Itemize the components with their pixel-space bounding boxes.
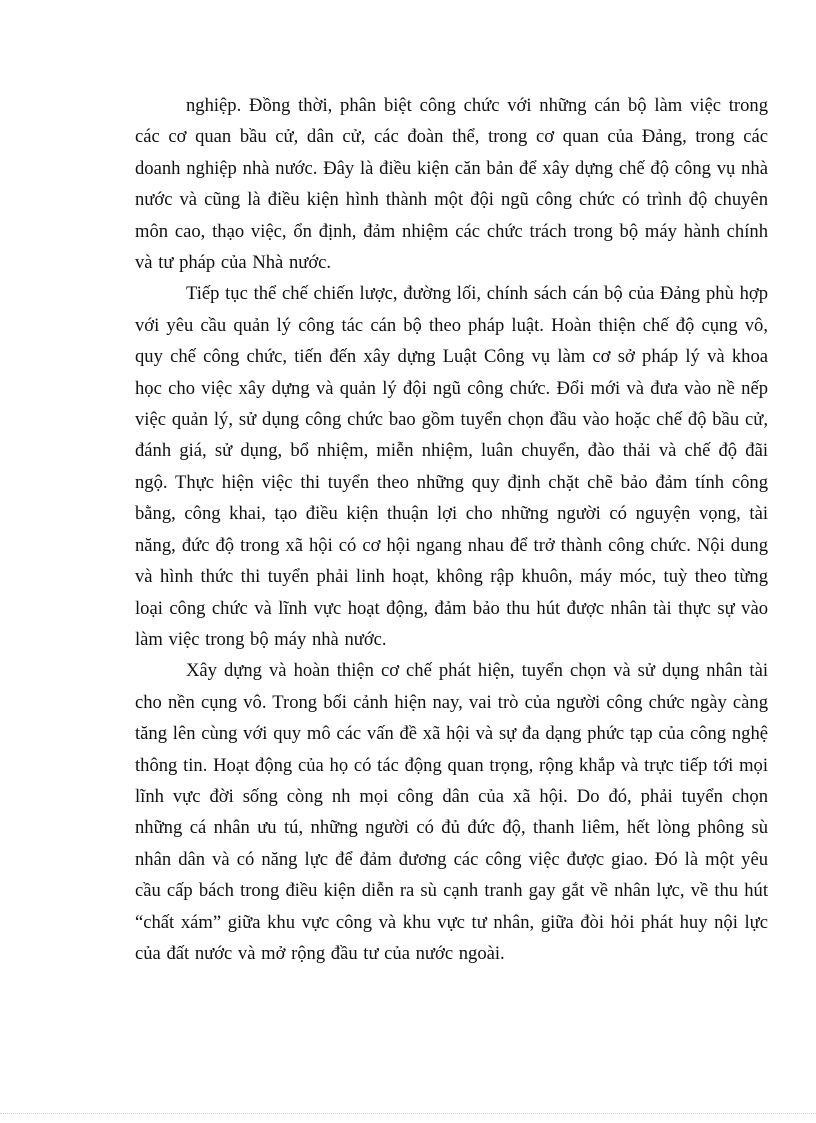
document-body [135, 90, 768, 969]
paragraph-2: Tiếp tục thể chế chiến lược, đường lối, chính sách cán bộ của Đảng phù hợp với yêu cầu quản lý công tác cán bộ theo pháp luật. Hoàn thiện chế độ cụng vô, quy chế công chức, tiến đến xây dựng Luật Công vụ làm cơ sở pháp lý và khoa học cho việc xây dựng và quản lý đội ngũ công chức. Đổi mới và đưa vào nề nếp việc quản lý, sử dụng công chức bao gồm tuyển chọn đầu vào hoặc chế độ bầu cử, đánh giá, sử dụng, bổ nhiệm, miễn nhiệm, luân chuyển, đào thải và chế độ đãi ngộ. Thực hiện việc thi tuyển theo những quy định chặt chẽ bảo đảm tính công bằng, công khai, tạo điều kiện thuận lợi cho những người có nguyện vọng, tài năng, đức độ trong xã hội có cơ hội ngang nhau để trở thành công chức. Nội dung và hình thức thi tuyển phải linh hoạt, không rập khuôn, máy móc, tuỳ theo từng loại công chức và lĩnh vực hoạt động, đảm bảo thu hút được nhân tài thực sự vào làm việc trong bộ máy nhà nước. [135, 283, 768, 650]
paragraph-3: Xây dựng và hoàn thiện cơ chế phát hiện, tuyển chọn và sử dụng nhân tài cho nền cụng vô. Trong bối cảnh hiện nay, vai trò của người công chức ngày càng tăng lên cùng với quy mô các vấn đề xã hội và sự đa dạng phức tạp của công nghệ thông tin. Hoạt động của họ có tác động quan trọng, rộng khắp và trực tiếp tới mọi lĩnh vực đời sống còng nh mọi công dân của xã hội. Do đó, phải tuyển chọn những cá nhân ưu tú, những người có đủ đức độ, thanh liêm, hết lòng phông sù nhân dân và có năng lực để đảm đương các công việc được giao. Đó là một yêu cầu cấp bách trong điều kiện diễn ra sù cạnh tranh gay gắt về nhân lực, về thu hút “chất xám” giữa khu vực công và khu vực tư nhân, giữa đòi hỏi phát huy nội lực của đất nước và mở rộng đầu tư của nước ngoài. [135, 660, 768, 964]
paragraph-1: nghiệp. Đồng thời, phân biệt công chức với những cán bộ làm việc trong các cơ quan bầu cử, dân cử, các đoàn thể, trong cơ quan của Đảng, trong các doanh nghiệp nhà nước. Đây là điều kiện căn bản để xây dựng chế độ công vụ nhà nước và cũng là điều kiện hình thành một đội ngũ công chức có trình độ chuyên môn cao, thạo việc, ổn định, đảm nhiệm các chức trách trong bộ máy hành chính và tư pháp của Nhà nước. [135, 95, 768, 274]
page-bottom-divider [0, 1113, 816, 1114]
